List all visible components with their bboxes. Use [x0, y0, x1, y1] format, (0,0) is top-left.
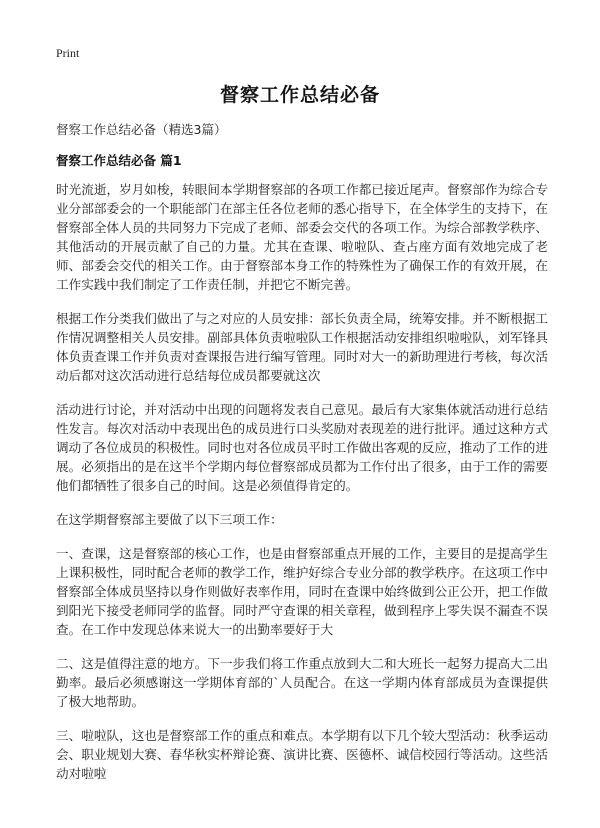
paragraph-6: 二、这是值得注意的地方。下一步我们将工作重点放到大二和大班长一起努力提高大二出勤率。最后必须感谢这一学期体育部的`人员配合。在这一学期内体育部成员为查课提供了极大地帮助。	[56, 656, 548, 709]
paragraph-1: 时光流逝，岁月如梭，转眼间本学期督察部的各项工作都已接近尾声。督察部作为综合专业分部部委会的一个职能部门在部主任各位老师的悉心指导下，在全体学生的支持下，在督察部全体人员的共同努力下完成了老师、部委会交代的各项工作。为综合部教学秩序、其他活动的开展贡献了自己的力量。尤其在查课、啦啦队、查占座方面有效地完成了老师、部委会交代的相关工作。由于督察部本身工作的特殊性为了确保工作的有效开展，在工作实践中我们制定了工作责任制，并把它不断完善。	[56, 182, 548, 292]
paragraph-7: 三、啦啦队，这也是督察部工作的重点和难点。本学期有以下几个较大型活动：秋季运动会、职业规划大赛、春华秋实杯辩论赛、演讲比赛、医德杯、诚信校园行等活动。这些活动对啦啦	[56, 728, 548, 781]
paragraph-5: 一、查课，这是督察部的核心工作，也是由督察部重点开展的工作，主要目的是提高学生上课积极性，同时配合老师的教学工作，维护好综合专业分部的教学秩序。在这项工作中督察部全体成员坚持以身作则做好表率作用，同时在查课中始终做到公正公开，把工作做到阳光下接受老师同学的监督。同时严守查课的相关章程，做到程序上零失误不漏查不误查。在工作中发现总体来说大一的出勤率要好于大	[56, 546, 548, 637]
section-heading: 督察工作总结必备 篇1	[56, 153, 182, 168]
paragraph-3: 活动进行讨论，并对活动中出现的问题将发表自己意见。最后有大家集体就活动进行总结性发言。每次对活动中表现出色的成员进行口头奖励对表现差的进行批评。通过这种方式调动了各位成员的积极性。同时也对各位成员平时工作做出客观的反应，推动了工作的进展。必须指出的是在这半个学期内每位督察部成员都为工作付出了很多，由于工作的需要他们都牺牲了很多自己的时间。这是必须值得肯定的。	[56, 402, 548, 493]
document-subtitle: 督察工作总结必备（精选3篇）	[56, 122, 227, 137]
document-body	[56, 180, 548, 798]
print-link[interactable]: Print	[56, 46, 80, 60]
page-title: 督察工作总结必备	[219, 84, 380, 106]
paragraph-2: 根据工作分类我们做出了与之对应的人员安排：部长负责全局，统筹安排。并不断根据工作情况调整相关人员安排。副部具体负责啦啦队工作根据活动安排组织啦啦队，刘军锋具体负责查课工作并负责对查课报告进行编写管理。同时对大一的新助理进行考核，每次活动后都对这次活动进行总结每位成员都要就这次	[56, 311, 548, 383]
paragraph-4: 在这学期督察部主要做了以下三项工作：	[56, 512, 283, 527]
